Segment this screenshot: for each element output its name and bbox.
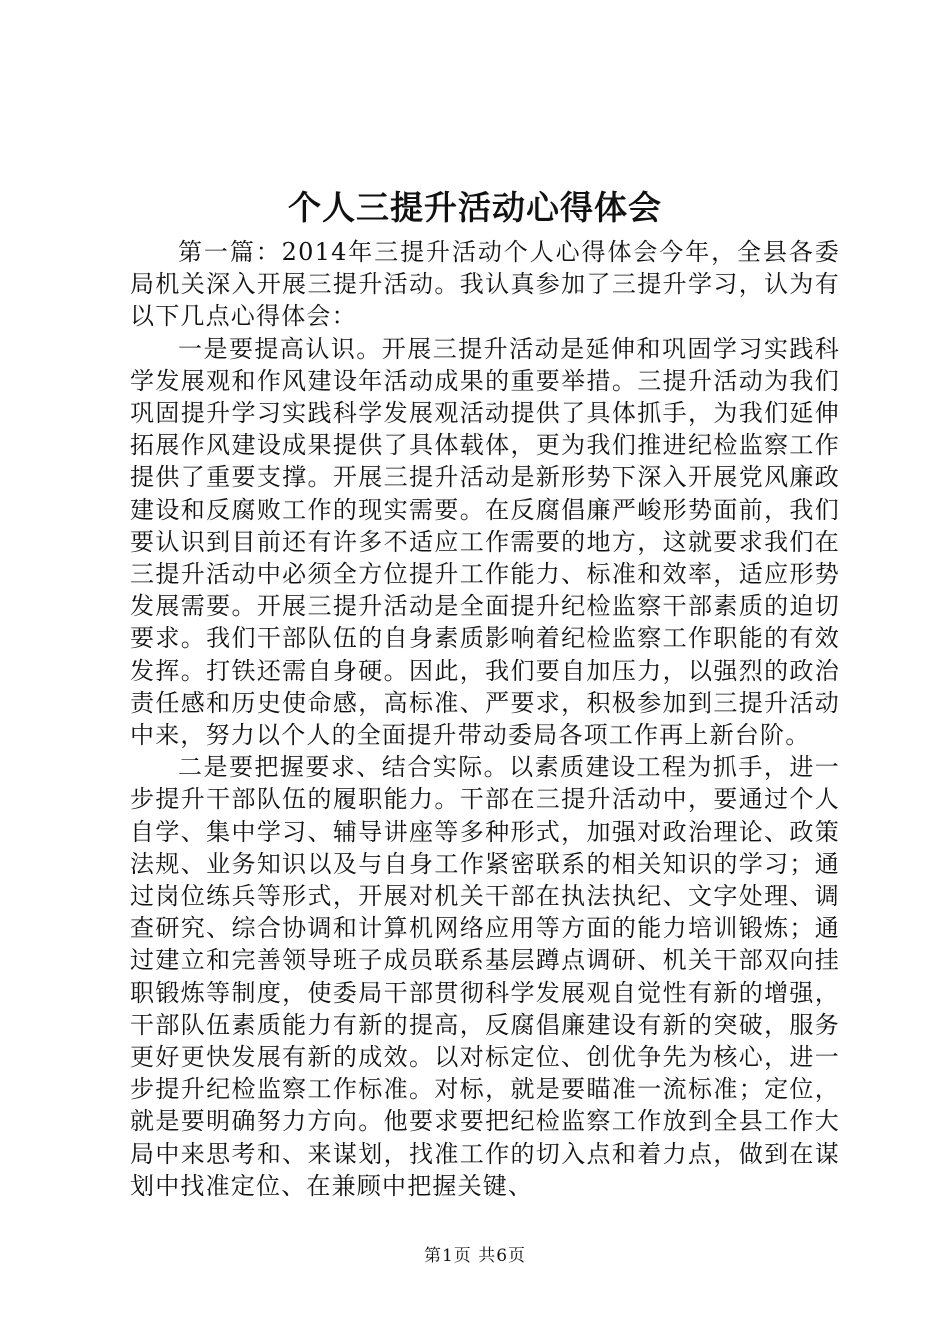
document-body [130,236,840,1202]
document-title: 个人三提升活动心得体会 [288,188,662,227]
paragraph-point-two: 二是要把握要求、结合实际。以素质建设工程为抓手，进一步提升干部队伍的履职能力。干部在三提升活动中，要通过个人自学、集中学习、辅导讲座等多种形式，加强对政治理论、政策法规、业务知识以及与自身工作紧密联系的相关知识的学习；通过岗位练兵等形式，开展对机关干部在执法执纪、文字处理、调查研究、综合协调和计算机网络应用等方面的能力培训锻炼；通过建立和完善领导班子成员联系基层蹲点调研、机关干部双向挂职锻炼等制度，使委局干部贯彻科学发展观自觉性有新的增强，干部队伍素质能力有新的提高，反腐倡廉建设有新的突破，服务更好更快发展有新的成效。以对标定位、创优争先为核心，进一步提升纪检监察工作标准。对标，就是要瞄准一流标准；定位，就是要明确努力方向。他要求要把纪检监察工作放到全县工作大局中来思考和、来谋划，找准工作的切入点和着力点，做到在谋划中找准定位、在兼顾中把握关键、 [130,753,840,1200]
paragraph-intro: 第一篇：2014年三提升活动个人心得体会今年，全县各委局机关深入开展三提升活动。我认真参加了三提升学习，认为有以下几点心得体会： [130,238,840,331]
paragraph-point-one: 一是要提高认识。开展三提升活动是延伸和巩固学习实践科学发展观和作风建设年活动成果的重要举措。三提升活动为我们巩固提升学习实践科学发展观活动提供了具体抓手，为我们延伸拓展作风建设成果提供了具体载体，更为我们推进纪检监察工作提供了重要支撑。开展三提升活动是新形势下深入开展党风廉政建设和反腐败工作的现实需要。在反腐倡廉严峻形势面前，我们要认识到目前还有许多不适应工作需要的地方，这就要求我们在三提升活动中必须全方位提升工作能力、标准和效率，适应形势发展需要。开展三提升活动是全面提升纪检监察干部素质的迫切要求。我们干部队伍的自身素质影响着纪检监察工作职能的有效发挥。打铁还需自身硬。因此，我们要自加压力，以强烈的政治责任感和历史使命感，高标准、严要求，积极参加到三提升活动中来，努力以个人的全面提升带动委局各项工作再上新台阶。 [130,334,840,750]
page-number-footer: 第1页 共6页 [423,1246,527,1266]
